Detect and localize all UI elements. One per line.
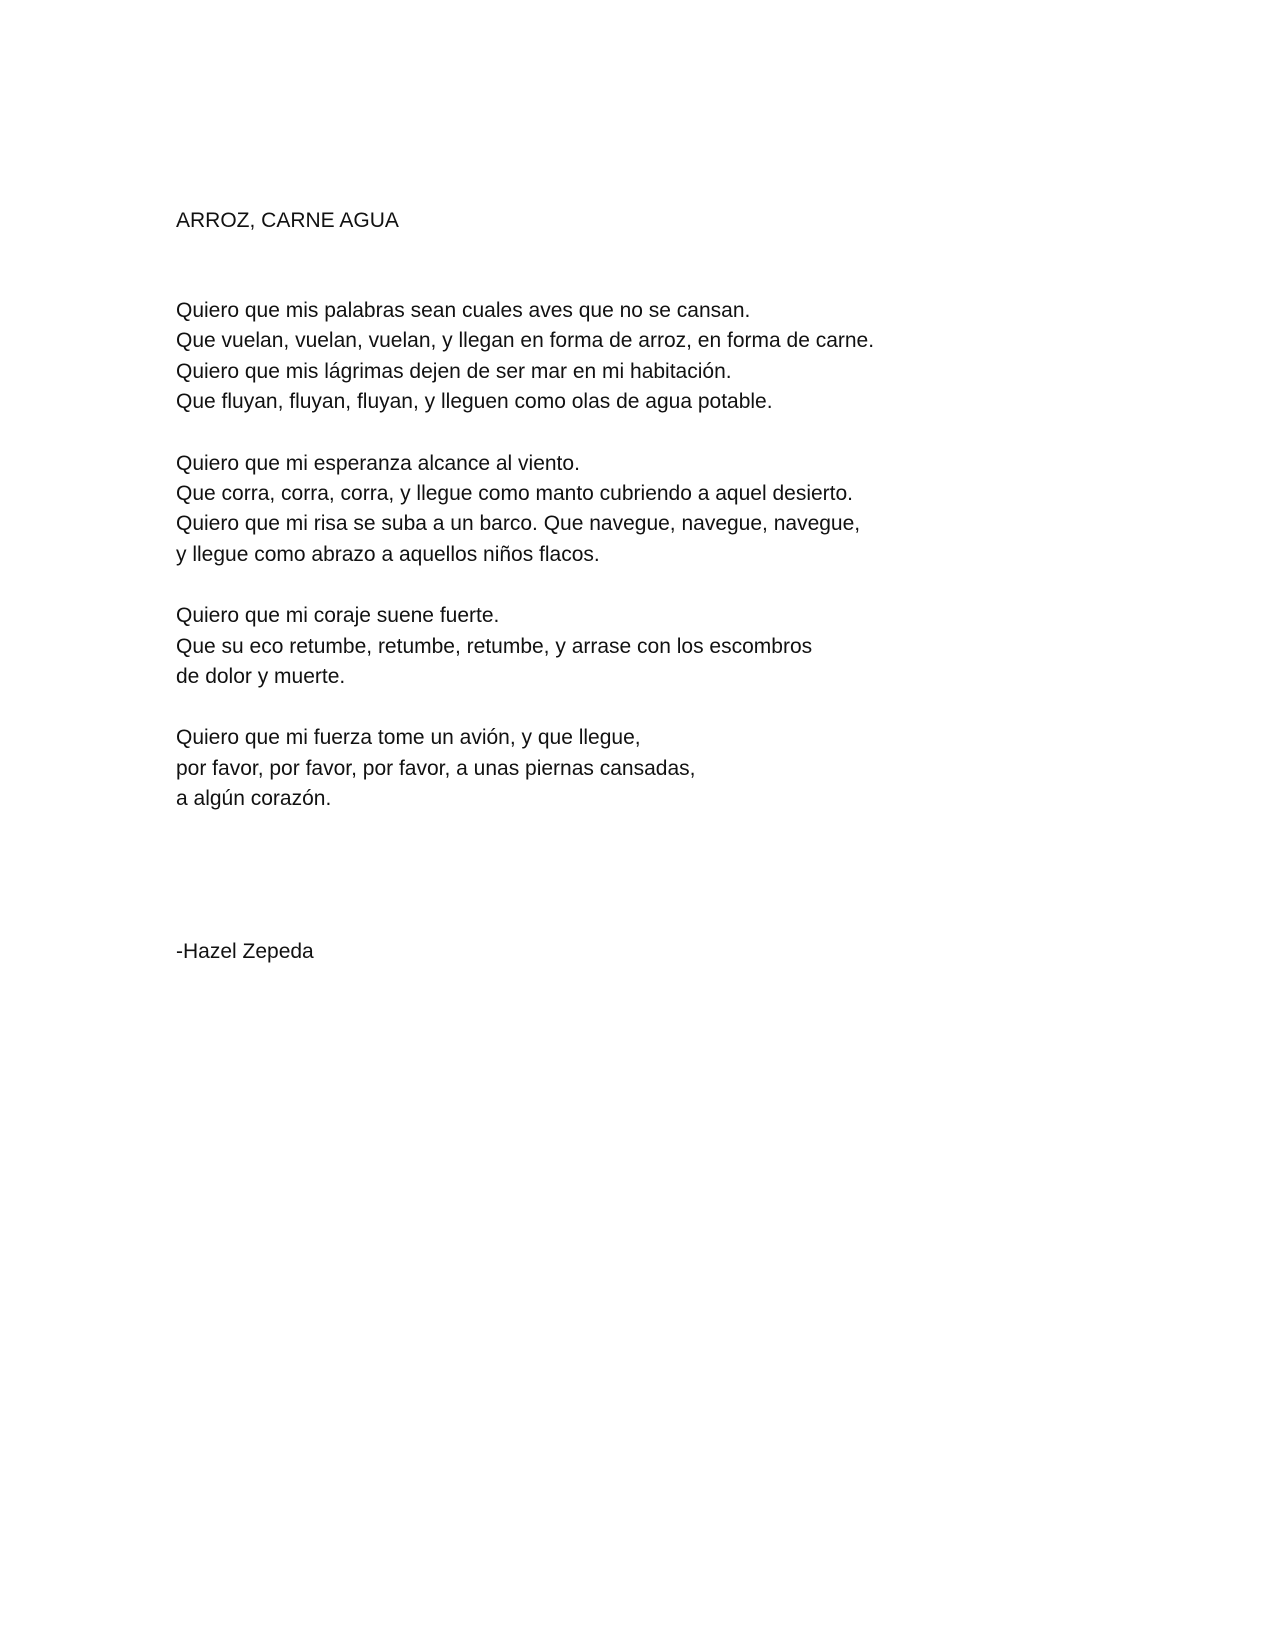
poem-line: Que fluyan, fluyan, fluyan, y lleguen como olas de agua potable. <box>176 390 773 414</box>
stanza-1 <box>176 296 1116 418</box>
poem-line: Que corra, corra, corra, y llegue como manto cubriendo a aquel desierto. <box>176 482 854 506</box>
stanza-2 <box>176 449 1116 571</box>
poem-line: por favor, por favor, por favor, a unas piernas cansadas, <box>176 756 696 780</box>
stanza-3 <box>176 601 1116 692</box>
poem-line: Quiero que mis lágrimas dejen de ser mar en mi habitación. <box>176 359 732 383</box>
poem-line: Quiero que mi coraje suene fuerte. <box>176 604 500 628</box>
poem-line: Quiero que mi risa se suba a un barco. Que navegue, navegue, navegue, <box>176 512 861 536</box>
poem-title: ARROZ, CARNE AGUA <box>176 209 399 232</box>
poem-line: de dolor y muerte. <box>176 665 346 689</box>
author-signature: -Hazel Zepeda <box>176 939 314 963</box>
poem-line: Quiero que mi esperanza alcance al viento. <box>176 451 580 475</box>
stanza-4 <box>176 723 1116 814</box>
poem-line: Quiero que mis palabras sean cuales aves que no se cansan. <box>176 299 751 322</box>
poem-line: a algún corazón. <box>176 787 332 811</box>
poem-body <box>176 206 1116 967</box>
poem-line: Que vuelan, vuelan, vuelan, y llegan en forma de arroz, en forma de carne. <box>176 329 875 353</box>
poem-line: Quiero que mi fuerza tome un avión, y que llegue, <box>176 726 641 750</box>
poem-line: Que su eco retumbe, retumbe, retumbe, y arrase con los escombros <box>176 634 813 658</box>
poem-line: y llegue como abrazo a aquellos niños flacos. <box>176 542 600 566</box>
